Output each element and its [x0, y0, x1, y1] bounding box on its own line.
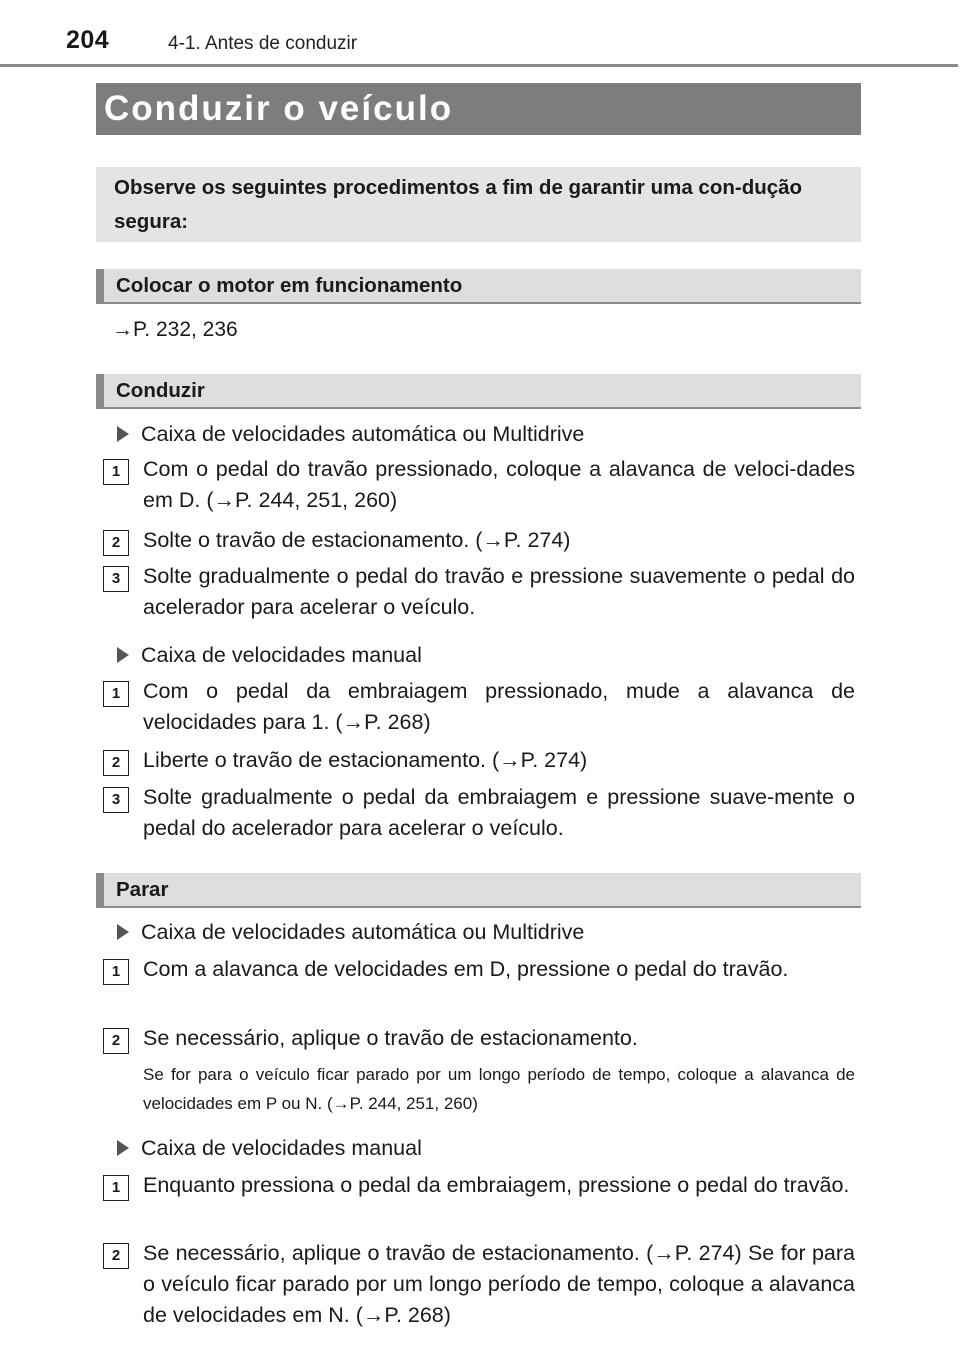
heading-stop: Parar	[96, 873, 861, 908]
page-number: 204	[66, 26, 110, 54]
step-text: Solte o travão de estacionamento. (→P. 274)	[143, 528, 571, 552]
step-number: 1	[103, 681, 129, 707]
step-number: 1	[103, 459, 129, 485]
triangle-bullet-icon	[117, 924, 129, 940]
step-text: Com o pedal do travão pressionado, coloque a alavanca de veloci-dades em D. (→P. 244, 251, 260)	[143, 457, 855, 512]
intro-box: Observe os seguintes procedimentos a fim de garantir uma con-dução segura:	[96, 167, 861, 242]
step-number: 2	[103, 530, 129, 556]
step-stop-manual-1	[103, 1170, 855, 1201]
step-drive-auto-3	[103, 561, 855, 623]
header-rule	[0, 64, 958, 67]
step-text: Enquanto pressiona o pedal da embraiagem, pressione o pedal do travão.	[143, 1173, 850, 1197]
heading-start-engine: Colocar o motor em funcionamento	[96, 269, 861, 304]
note-stop-auto: Se for para o veículo ficar parado por um longo período de tempo, coloque a alavanca de velocidades em P ou N. (→P. 244, 251, 260)	[143, 1065, 855, 1113]
step-number: 3	[103, 787, 129, 813]
step-stop-manual-2	[103, 1238, 855, 1331]
bullet-stop-manual	[117, 1136, 422, 1161]
bullet-drive-manual	[117, 643, 422, 668]
step-number: 2	[103, 1028, 129, 1054]
page-title: Conduzir o veículo	[96, 83, 861, 135]
triangle-bullet-icon	[117, 647, 129, 663]
step-drive-auto-1	[103, 454, 855, 516]
section-label: 4-1. Antes de conduzir	[168, 33, 358, 54]
step-drive-manual-2	[103, 745, 855, 776]
step-number: 2	[103, 750, 129, 776]
step-text: Solte gradualmente o pedal do travão e pressione suavemente o pedal do acelerador para acelerar o veículo.	[143, 564, 855, 619]
bullet-label: Caixa de velocidades automática ou Multidrive	[141, 920, 585, 944]
bullet-stop-automatic	[117, 920, 584, 945]
bullet-label: Caixa de velocidades manual	[141, 643, 422, 667]
bullet-label: Caixa de velocidades manual	[141, 1136, 422, 1160]
step-text: Solte gradualmente o pedal da embraiagem e pressione suave-mente o pedal do acelerador para acelerar o veículo.	[143, 785, 855, 840]
bullet-drive-automatic	[117, 422, 584, 447]
step-drive-manual-1	[103, 676, 855, 738]
bullet-label: Caixa de velocidades automática ou Multidrive	[141, 422, 585, 446]
step-number: 2	[103, 1243, 129, 1269]
triangle-bullet-icon	[117, 426, 129, 442]
step-stop-auto-2	[103, 1023, 855, 1054]
step-drive-auto-2	[103, 525, 855, 556]
step-number: 3	[103, 566, 129, 592]
step-number: 1	[103, 959, 129, 985]
step-number: 1	[103, 1175, 129, 1201]
heading-drive: Conduzir	[96, 374, 861, 409]
page-header	[0, 0, 960, 68]
step-text: Com o pedal da embraiagem pressionado, mude a alavanca de velocidades para 1. (→P. 268)	[143, 679, 855, 734]
reference-start-engine: →P. 232, 236	[112, 318, 238, 341]
step-drive-manual-3	[103, 782, 855, 844]
step-stop-auto-1	[103, 954, 855, 985]
step-text: Liberte o travão de estacionamento. (→P. 274)	[143, 748, 588, 772]
step-text: Com a alavanca de velocidades em D, pressione o pedal do travão.	[143, 957, 789, 981]
triangle-bullet-icon	[117, 1140, 129, 1156]
step-text: Se necessário, aplique o travão de estacionamento. (→P. 274) Se for para o veículo ficar parado por um longo período de tempo, coloque a alavanca de velocidades em N. (→P. 268)	[143, 1241, 855, 1327]
step-text: Se necessário, aplique o travão de estacionamento.	[143, 1026, 638, 1050]
